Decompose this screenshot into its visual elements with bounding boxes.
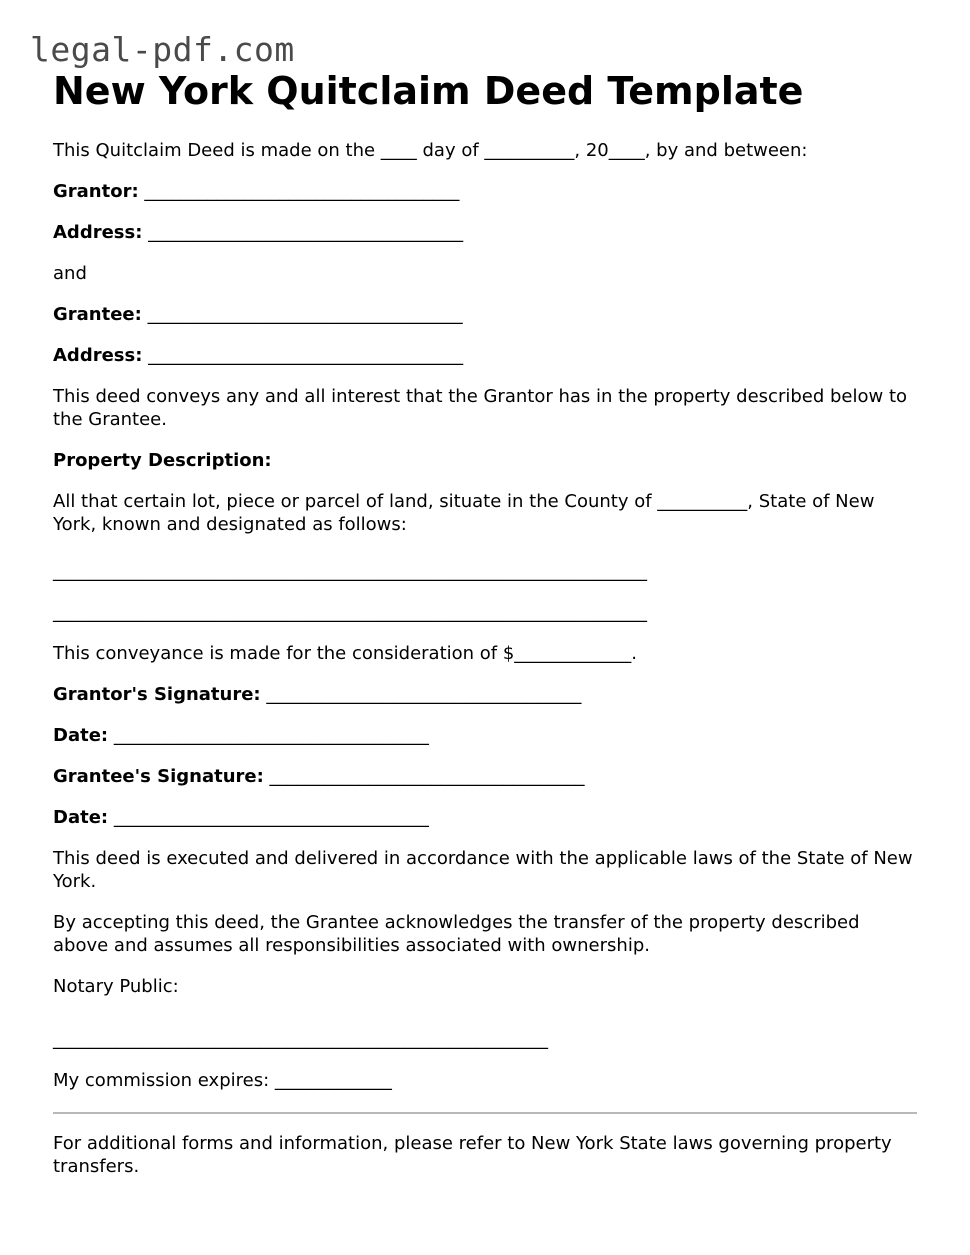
grantor-signature-blank: ___________________________________ (266, 684, 582, 705)
grantee-field (53, 303, 917, 326)
watermark-logo: legal-pdf.com (30, 30, 295, 69)
executed-paragraph: This deed is executed and delivered in accordance with the applicable laws of the State of New York. (53, 848, 913, 892)
grantor-date-field (53, 724, 917, 747)
property-blank-line-2: __________________________________________________________________ (53, 602, 647, 623)
commission-field (53, 1069, 917, 1092)
grantee-date-blank: ___________________________________ (113, 807, 429, 828)
grantee-signature-label: Grantee's Signature: (53, 766, 264, 787)
grantee-address-label: Address: (53, 345, 143, 366)
property-heading: Property Description: (53, 450, 272, 471)
footer-divider (53, 1112, 917, 1114)
commission-label: My commission expires: (53, 1070, 270, 1091)
consideration-paragraph: This conveyance is made for the consideration of $_____________. (53, 643, 638, 664)
document-body (53, 139, 917, 1196)
grantor-signature-label: Grantor's Signature: (53, 684, 261, 705)
footer-paragraph: For additional forms and information, please refer to New York State laws governing property transfers. (53, 1133, 892, 1177)
commission-blank: _____________ (274, 1070, 392, 1091)
grantor-date-blank: ___________________________________ (113, 725, 429, 746)
and-text: and (53, 263, 87, 284)
property-blank-line-1: __________________________________________________________________ (53, 561, 647, 582)
grantee-date-field (53, 806, 917, 829)
notary-signature-line: _______________________________________________________ (53, 1029, 548, 1050)
grantor-address-field (53, 221, 917, 244)
notary-label: Notary Public: (53, 976, 179, 997)
grantor-blank: ___________________________________ (144, 181, 460, 202)
grantee-label: Grantee: (53, 304, 142, 325)
grantee-signature-field (53, 765, 917, 788)
grantor-date-label: Date: (53, 725, 109, 746)
grantee-address-field (53, 344, 917, 367)
grantee-address-blank: ___________________________________ (148, 345, 464, 366)
grantor-label: Grantor: (53, 181, 139, 202)
grantor-field (53, 180, 917, 203)
grantee-blank: ___________________________________ (147, 304, 463, 325)
grantor-signature-field (53, 683, 917, 706)
accepting-paragraph: By accepting this deed, the Grantee acknowledges the transfer of the property described above and assumes all responsibilities associated with ownership. (53, 912, 860, 956)
page-title: New York Quitclaim Deed Template (53, 69, 804, 113)
grantor-address-label: Address: (53, 222, 143, 243)
grantee-date-label: Date: (53, 807, 109, 828)
grantee-signature-blank: ___________________________________ (269, 766, 585, 787)
property-paragraph: All that certain lot, piece or parcel of land, situate in the County of __________, State of New York, known and designated as follows: (53, 491, 875, 535)
conveys-paragraph: This deed conveys any and all interest that the Grantor has in the property described below to the Grantee. (53, 386, 908, 430)
grantor-address-blank: ___________________________________ (148, 222, 464, 243)
intro-paragraph: This Quitclaim Deed is made on the ____ day of __________, 20____, by and between: (53, 140, 808, 161)
